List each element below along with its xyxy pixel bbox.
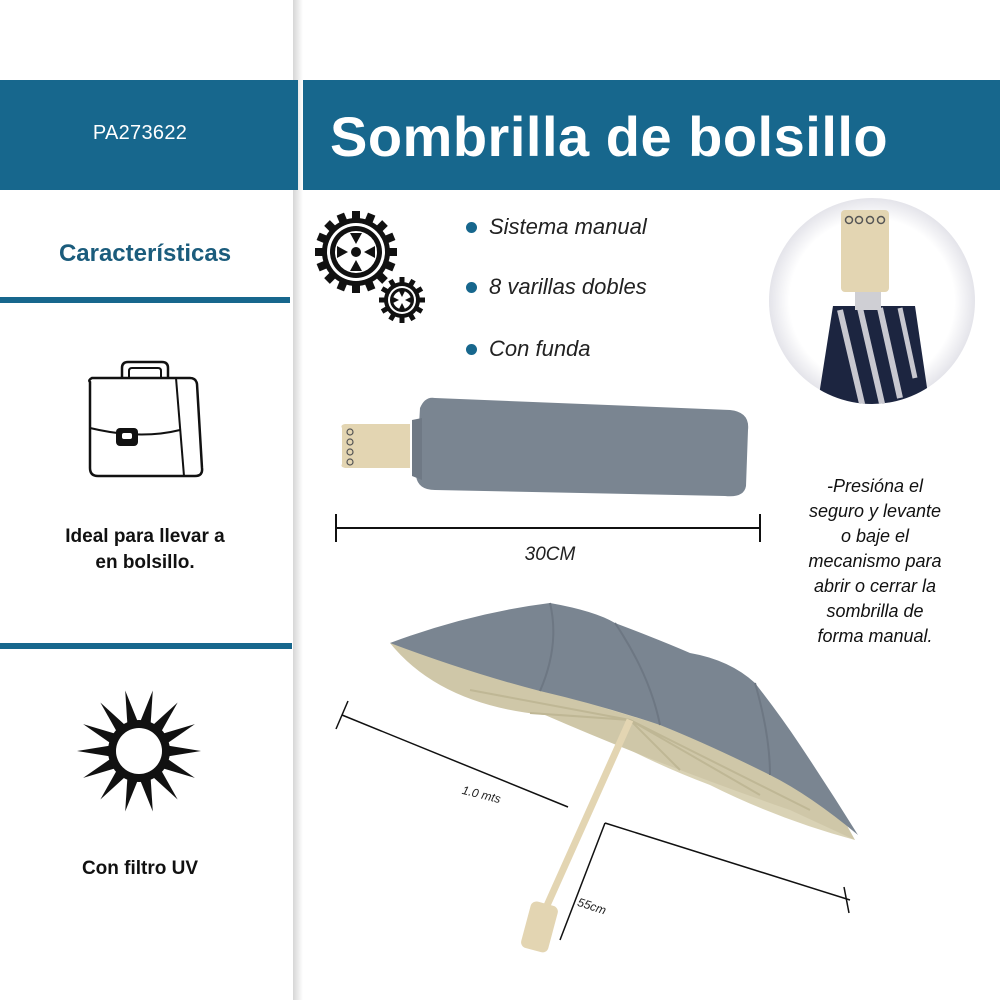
page-title: Sombrilla de bolsillo — [330, 105, 889, 168]
canopy-diameter-label: 1.0 mts — [460, 783, 503, 807]
folded-length-label: 30CM — [524, 544, 576, 565]
shaft-length-label: 55cm — [575, 895, 608, 918]
feature-item — [466, 212, 647, 242]
instruction-line: seguro y levante — [808, 501, 942, 521]
instruction-line: forma manual. — [817, 626, 933, 646]
divider-bottom — [0, 643, 292, 649]
folded-umbrella-image — [330, 390, 770, 550]
bullet-dot — [466, 344, 477, 355]
bag-caption — [0, 524, 290, 576]
feature-item — [466, 334, 591, 364]
features-heading: Características — [58, 240, 232, 267]
bag-caption-line2: en bolsillo. — [95, 552, 195, 573]
gears-icon — [314, 210, 430, 326]
instruction-line: sombrilla de — [826, 601, 924, 621]
sku-code: PA273622 — [92, 122, 188, 144]
briefcase-icon — [80, 358, 210, 483]
feature-label: Sistema manual — [489, 214, 647, 239]
bullet-dot — [466, 282, 477, 293]
feature-item — [466, 272, 647, 302]
feature-label: 8 varillas dobles — [489, 274, 647, 299]
divider-top — [0, 297, 290, 303]
instruction-line: -Presióna el — [826, 476, 924, 496]
instruction-line: mecanismo para — [808, 551, 942, 571]
uv-caption: Con filtro UV — [81, 858, 199, 879]
sun-icon — [76, 688, 202, 814]
instruction-line: abrir o cerrar la — [813, 576, 937, 596]
bullet-dot — [466, 222, 477, 233]
feature-label: Con funda — [489, 336, 591, 361]
handle-detail-image — [765, 198, 980, 408]
instruction-line: o baje el — [840, 526, 910, 546]
bag-caption-line1: Ideal para llevar a — [65, 526, 225, 547]
